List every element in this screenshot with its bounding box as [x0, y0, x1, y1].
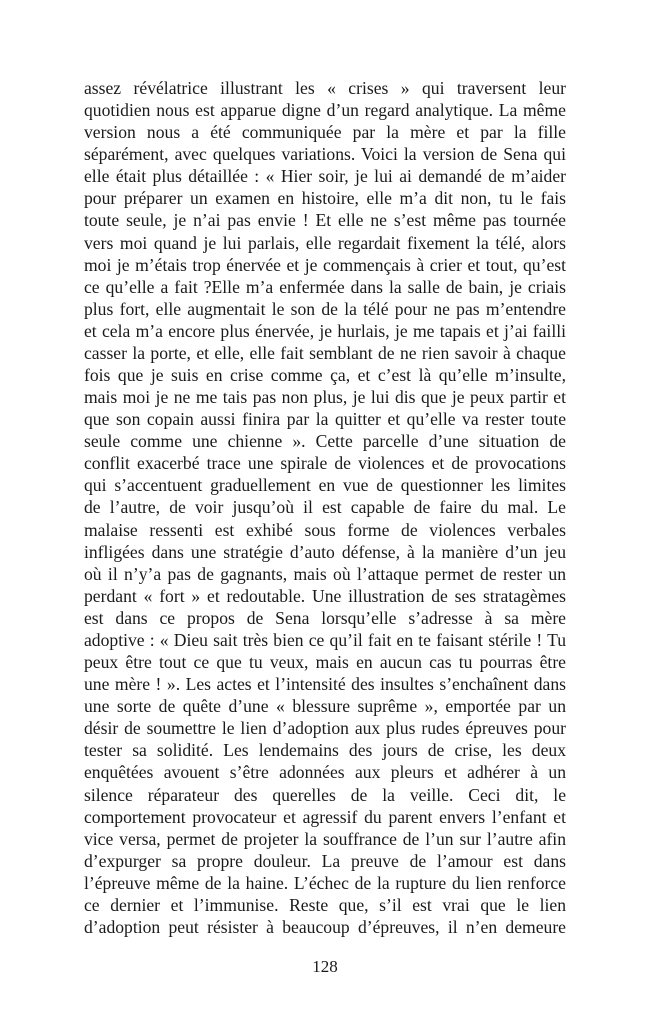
text-line: plus fort, elle augmentait le son de la télé pour ne pas m’entendre — [84, 298, 566, 319]
text-line: ce dernier et l’immunise. Reste que, s’il est vrai que le lien — [84, 894, 566, 915]
text-line: quotidien nous est apparue digne d’un regard analytique. La même — [84, 100, 566, 121]
text-line: conflit exacerbé trace une spirale de violences et de provocations — [84, 453, 566, 474]
text-line: vers moi quand je lui parlais, elle regardait fixement la télé, alors — [84, 232, 566, 253]
text-line: elle était plus détaillée : « Hier soir, je lui ai demandé de m’aider — [84, 166, 566, 187]
text-line: peux être tout ce que tu veux, mais en aucun cas tu pourras être — [84, 652, 566, 673]
text-line: toute seule, je n’ai pas envie ! Et elle ne s’est même pas tournée — [84, 210, 566, 231]
text-line: adoptive : « Dieu sait très bien ce qu’il fait en te faisant stérile ! Tu — [84, 629, 566, 650]
text-line: d’adoption peut résister à beaucoup d’épreuves, il n’en demeure — [84, 916, 566, 937]
text-line: tester sa solidité. Les lendemains des jours de crise, les deux — [84, 740, 566, 761]
text-line: enquêtées avouent s’être adonnées aux pleurs et adhérer à un — [84, 762, 566, 783]
text-line: perdant « fort » et redoutable. Une illustration de ses stratagèmes — [84, 585, 566, 606]
text-line: une sorte de quête d’une « blessure suprême », emportée par un — [84, 696, 566, 717]
text-line: une mère ! ». Les actes et l’intensité des insultes s’enchaînent dans — [84, 674, 566, 695]
text-line: pour préparer un examen en histoire, elle m’a dit non, tu le fais — [84, 188, 566, 209]
text-line: silence réparateur des querelles de la veille. Ceci dit, le — [84, 784, 566, 805]
text-line: désir de soumettre le lien d’adoption aux plus rudes épreuves pour — [84, 718, 566, 739]
text-line: assez révélatrice illustrant les « crises » qui traversent leur — [84, 78, 566, 98]
text-line: ce qu’elle a fait ?Elle m’a enfermée dans la salle de bain, je criais — [84, 276, 566, 297]
text-line: et cela m’a encore plus énervée, je hurlais, je me tapais et j’ai failli — [84, 320, 566, 341]
body-text — [84, 77, 566, 938]
text-line: qui s’accentuent graduellement en vue de questionner les limites — [84, 475, 566, 496]
text-line: où il n’y’a pas de gagnants, mais où l’attaque permet de rester un — [84, 563, 566, 584]
text-line: malaise ressenti est exhibé sous forme de violences verbales — [84, 519, 566, 540]
text-line: seule comme une chienne ». Cette parcelle d’une situation de — [84, 431, 566, 452]
text-line: fois que je suis en crise comme ça, et c’est là qu’elle m’insulte, — [84, 365, 566, 386]
text-line: l’épreuve même de la haine. L’échec de la rupture du lien renforce — [84, 872, 566, 893]
text-line: est dans ce propos de Sena lorsqu’elle s’adresse à sa mère — [84, 607, 566, 628]
text-line: casser la porte, et elle, elle fait semblant de ne rien savoir à chaque — [84, 342, 566, 363]
page-number: 128 — [312, 957, 338, 976]
text-line: mais moi je ne me tais pas non plus, je lui dis que je peux partir et — [84, 387, 566, 408]
text-line: que son copain aussi finira par la quitter et qu’elle va rester toute — [84, 409, 566, 430]
text-line: comportement provocateur et agressif du parent envers l’enfant et — [84, 806, 566, 827]
text-line: version nous a été communiquée par la mère et par la fille — [84, 122, 566, 143]
text-line: moi je m’étais trop énervée et je commençais à crier et tout, qu’est — [84, 254, 566, 275]
text-line: de l’autre, de voir jusqu’où il est capable de faire du mal. Le — [84, 497, 566, 518]
text-line: infligées dans une stratégie d’auto défense, à la manière d’un jeu — [84, 541, 566, 562]
text-line: séparément, avec quelques variations. Voici la version de Sena qui — [84, 144, 566, 165]
text-line: vice versa, permet de projeter la souffrance de l’un sur l’autre afin — [84, 828, 566, 849]
text-line: d’expurger sa propre douleur. La preuve de l’amour est dans — [84, 850, 566, 871]
